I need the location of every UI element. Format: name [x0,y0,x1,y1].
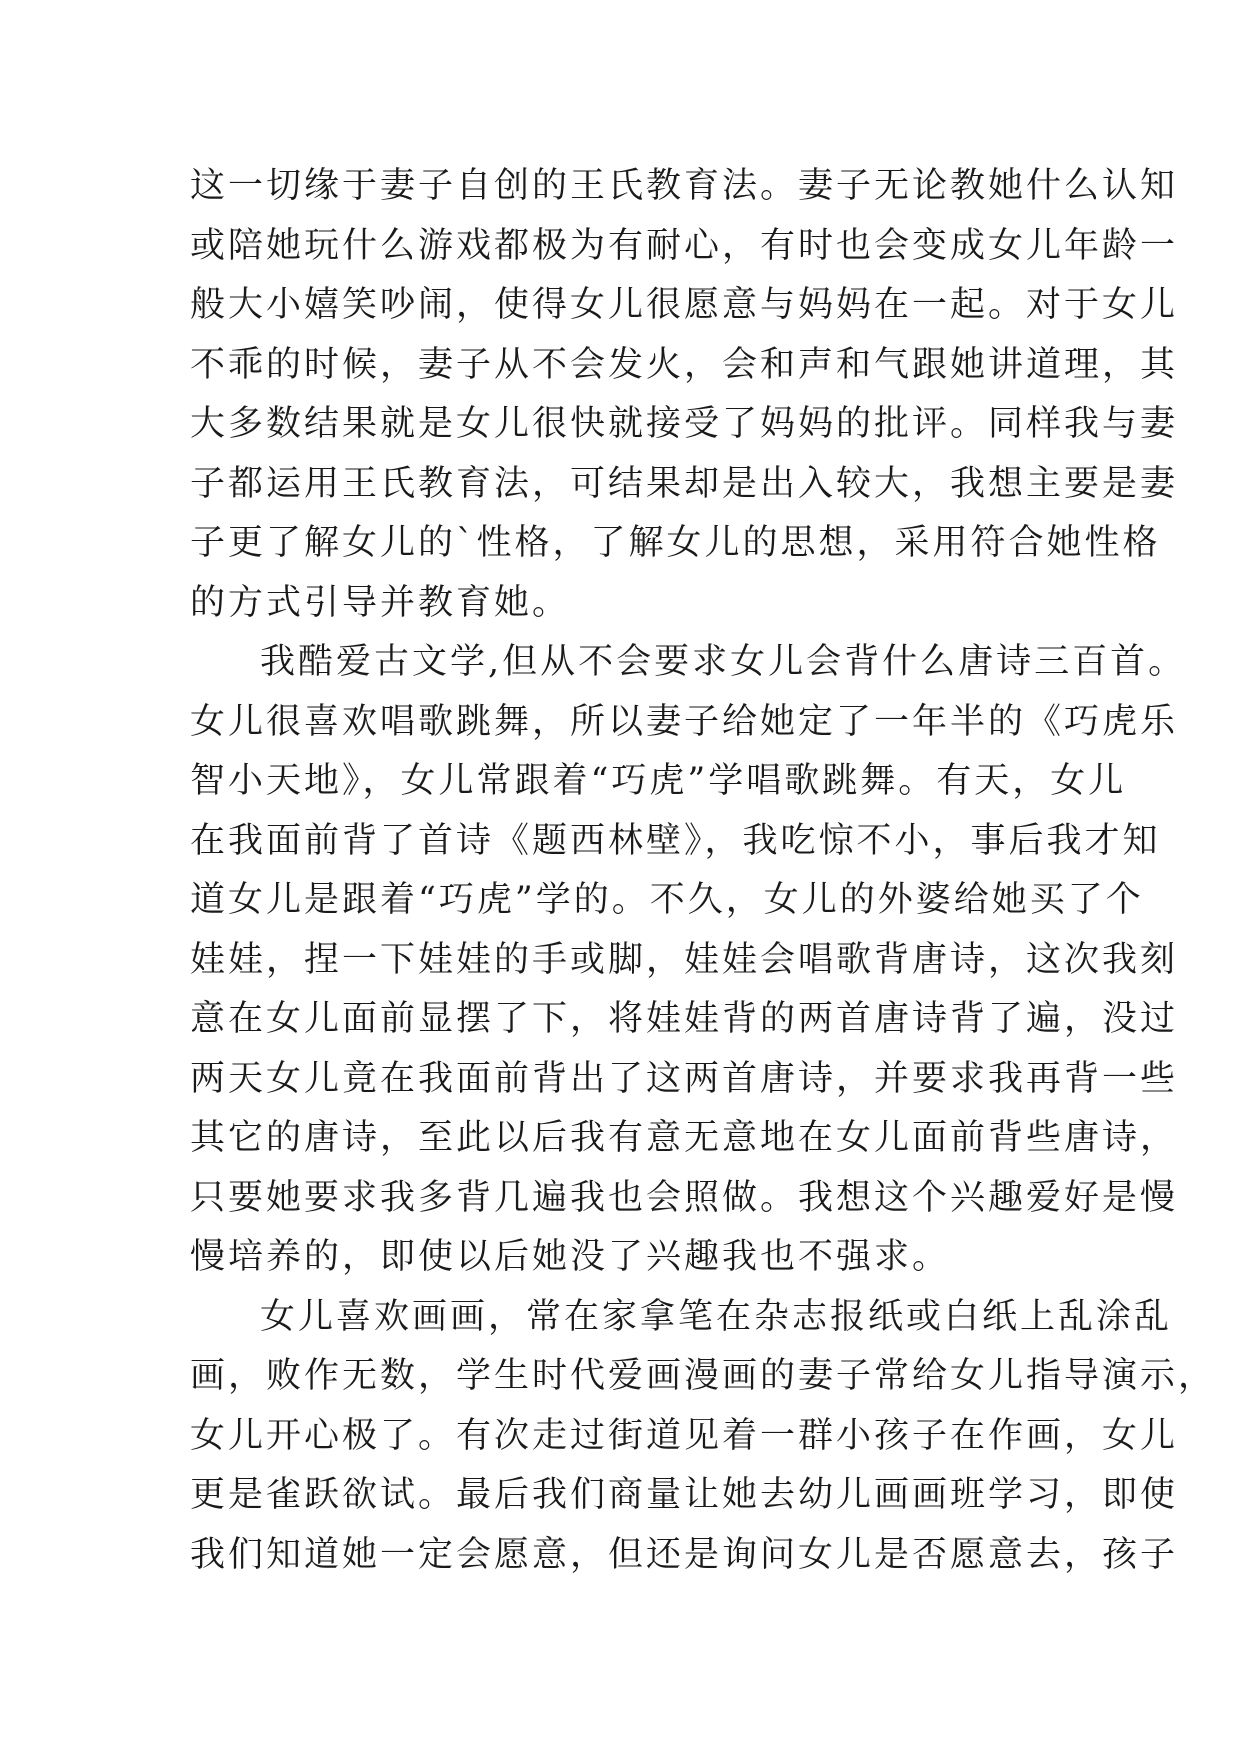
text-line: 我们知道她一定会愿意，但还是询问女儿是否愿意去，孩子 [190,1534,1179,1575]
text-line: 女儿喜欢画画，常在家拿笔在杂志报纸或白纸上乱涂乱 [260,1296,1173,1337]
text-line: 子都运用王氏教育法，可结果却是出入较大，我想主要是妻 [190,463,1179,504]
text-line: 娃娃，捏一下娃娃的手或脚，娃娃会唱歌背唐诗，这次我刻 [190,939,1179,980]
text-line: 智小天地》，女儿常跟着“巧虎”学唱歌跳舞。有天，女儿 [190,761,1127,801]
text-line: 的方式引导并教育她。 [190,582,571,623]
text-line: 或陪她玩什么游戏都极为有耐心，有时也会变成女儿年龄一 [190,225,1179,266]
text-line: 其它的唐诗，至此以后我有意无意地在女儿面前背些唐诗， [190,1118,1179,1158]
text-line: 不乖的时候，妻子从不会发火，会和声和气跟她讲道理，其 [190,344,1179,385]
text-line: 我酷爱古文学,但从不会要求女儿会背什么唐诗三百首。 [260,642,1187,682]
text-line: 女儿开心极了。有次走过街道见着一群小孩子在作画，女儿 [190,1415,1179,1456]
text-line: 只要她要求我多背几遍我也会照做。我想这个兴趣爱好是慢 [190,1177,1179,1218]
text-line: 子更了解女儿的`性格，了解女儿的思想，采用符合她性格 [190,523,1161,563]
document-text [190,157,1217,1585]
text-line: 般大小嬉笑吵闹，使得女儿很愿意与妈妈在一起。对于女儿 [190,285,1179,325]
text-line: 两天女儿竟在我面前背出了这两首唐诗，并要求我再背一些 [190,1058,1179,1099]
text-line: 慢培养的，即使以后她没了兴趣我也不强求。 [190,1237,951,1277]
text-line: 在我面前背了首诗《题西林壁》，我吃惊不小，事后我才知 [190,820,1161,861]
text-line: 意在女儿面前显摆了下，将娃娃背的两首唐诗背了遍，没过 [190,999,1179,1039]
text-line: 道女儿是跟着“巧虎”学的。不久，女儿的外婆给她买了个 [190,880,1144,920]
text-line: 更是雀跃欲试。最后我们商量让她去幼儿画画班学习，即使 [190,1475,1179,1515]
text-line: 这一切缘于妻子自创的王氏教育法。妻子无论教她什么认知 [190,166,1179,206]
text-line: 画，败作无数，学生时代爱画漫画的妻子常给女儿指导演示， [190,1356,1217,1396]
text-line: 大多数结果就是女儿很快就接受了妈妈的批评。同样我与妻 [190,404,1179,444]
text-line: 女儿很喜欢唱歌跳舞，所以妻子给她定了一年半的《巧虎乐 [190,701,1179,742]
